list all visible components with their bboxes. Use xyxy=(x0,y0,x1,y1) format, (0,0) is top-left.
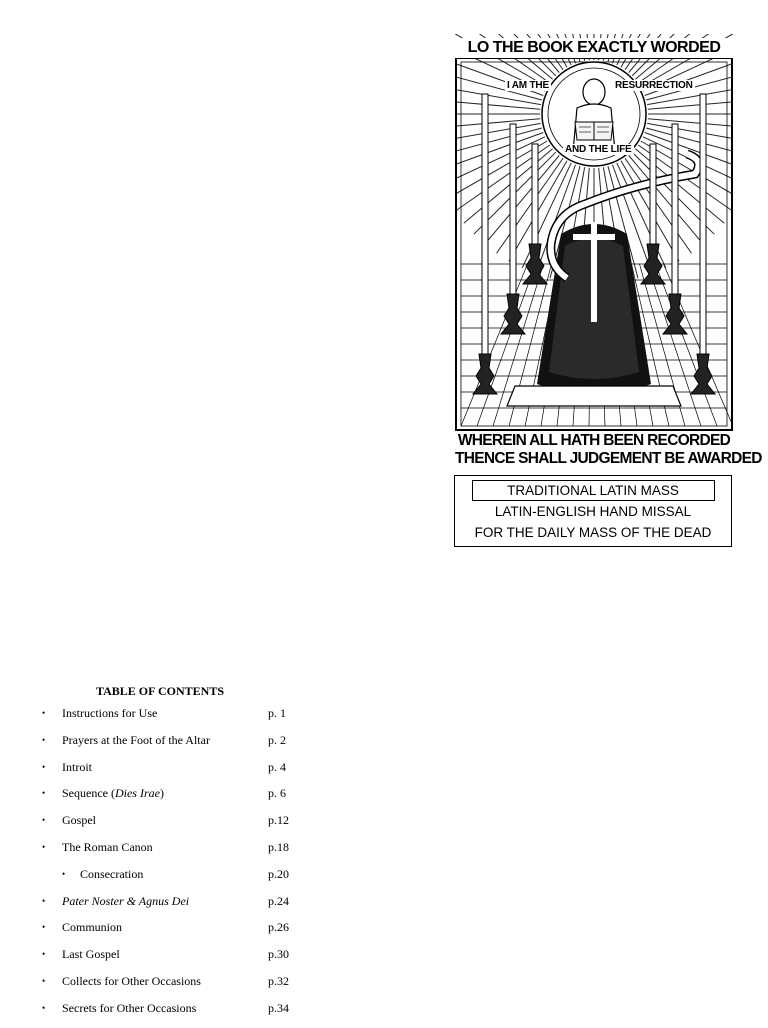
toc-item[interactable] xyxy=(40,920,340,947)
toc-label-italic: Dies Irae xyxy=(114,786,160,801)
illustration-drawing xyxy=(455,34,762,468)
toc-item-label xyxy=(62,786,164,801)
bullet-icon: • xyxy=(42,975,46,986)
toc-item-page: p.30 xyxy=(268,947,289,962)
toc-item-label: Pater Noster & Agnus Dei xyxy=(62,893,190,908)
bullet-icon: • xyxy=(42,708,46,718)
banner-bottom-text: AND THE LIFE xyxy=(565,144,632,155)
toc-item-page: p.34 xyxy=(268,1000,289,1015)
bullet-icon: • xyxy=(42,895,46,906)
artwork-bottom-line-1: WHEREIN ALL HATH BEEN RECORDED xyxy=(457,432,731,449)
bullet-icon: • xyxy=(42,1002,46,1013)
toc-item-page: p. 6 xyxy=(268,786,286,801)
toc-item-label: Last Gospel xyxy=(62,947,120,962)
artwork-bottom-line-2: THENCE SHALL JUDGEMENT BE AWARDED xyxy=(455,450,762,467)
toc-item-page: p.32 xyxy=(268,973,289,988)
toc-item[interactable] xyxy=(40,706,340,733)
toc-item[interactable] xyxy=(40,733,340,760)
toc-item-page: p.24 xyxy=(268,893,289,908)
bullet-icon: • xyxy=(42,922,46,933)
missal-subtitle-1: LATIN-ENGLISH HAND MISSAL xyxy=(494,504,692,519)
artwork-top-inscription: LO THE BOOK EXACTLY WORDED xyxy=(455,38,733,58)
toc-item[interactable] xyxy=(40,813,340,840)
cover-illustration xyxy=(455,34,762,468)
missal-subtitle-2: FOR THE DAILY MASS OF THE DEAD xyxy=(474,525,712,540)
table-of-contents xyxy=(40,684,340,1028)
toc-item-label: Prayers at the Foot of the Altar xyxy=(62,732,210,747)
toc-item[interactable] xyxy=(40,840,340,867)
toc-item-label: Consecration xyxy=(80,866,144,881)
toc-item-label: Collects for Other Occasions xyxy=(62,973,201,988)
toc-item[interactable] xyxy=(40,947,340,974)
toc-label-text: ) xyxy=(159,786,164,801)
toc-item-label: Communion xyxy=(62,920,123,935)
toc-item[interactable] xyxy=(40,760,340,787)
toc-item[interactable] xyxy=(40,786,340,813)
bullet-icon: • xyxy=(42,788,46,799)
artwork-bottom-inscription xyxy=(455,432,762,468)
missal-title-box xyxy=(454,475,732,547)
bullet-icon: • xyxy=(42,761,46,772)
toc-item-page: p. 2 xyxy=(268,732,286,747)
toc-item-label: The Roman Canon xyxy=(62,839,153,854)
toc-item-label: Gospel xyxy=(62,813,96,828)
bullet-icon: • xyxy=(42,734,46,745)
toc-heading: TABLE OF CONTENTS xyxy=(96,684,225,698)
bullet-icon: • xyxy=(42,815,46,826)
toc-item-page: p.26 xyxy=(268,920,289,935)
toc-label-text: Sequence ( xyxy=(62,786,115,801)
missal-title: TRADITIONAL LATIN MASS xyxy=(472,480,715,501)
banner-right-text: RESURRECTION xyxy=(615,80,693,91)
toc-item-page: p.20 xyxy=(268,866,289,881)
toc-item[interactable] xyxy=(40,894,340,921)
toc-item-label: Introit xyxy=(62,759,92,774)
toc-item-label: Instructions for Use xyxy=(62,706,158,720)
toc-item-label: Secrets for Other Occasions xyxy=(62,1000,197,1015)
toc-item-page: p. 1 xyxy=(268,706,286,720)
bullet-icon: • xyxy=(42,841,46,852)
toc-item-page: p.12 xyxy=(268,813,289,828)
bullet-icon: • xyxy=(42,949,46,960)
toc-item-page: p.18 xyxy=(268,839,289,854)
bullet-icon: • xyxy=(62,868,66,879)
banner-left-text: I AM THE xyxy=(507,80,549,91)
toc-item[interactable] xyxy=(40,974,340,1001)
toc-subitem[interactable] xyxy=(40,867,340,894)
toc-item-page: p. 4 xyxy=(268,759,286,774)
